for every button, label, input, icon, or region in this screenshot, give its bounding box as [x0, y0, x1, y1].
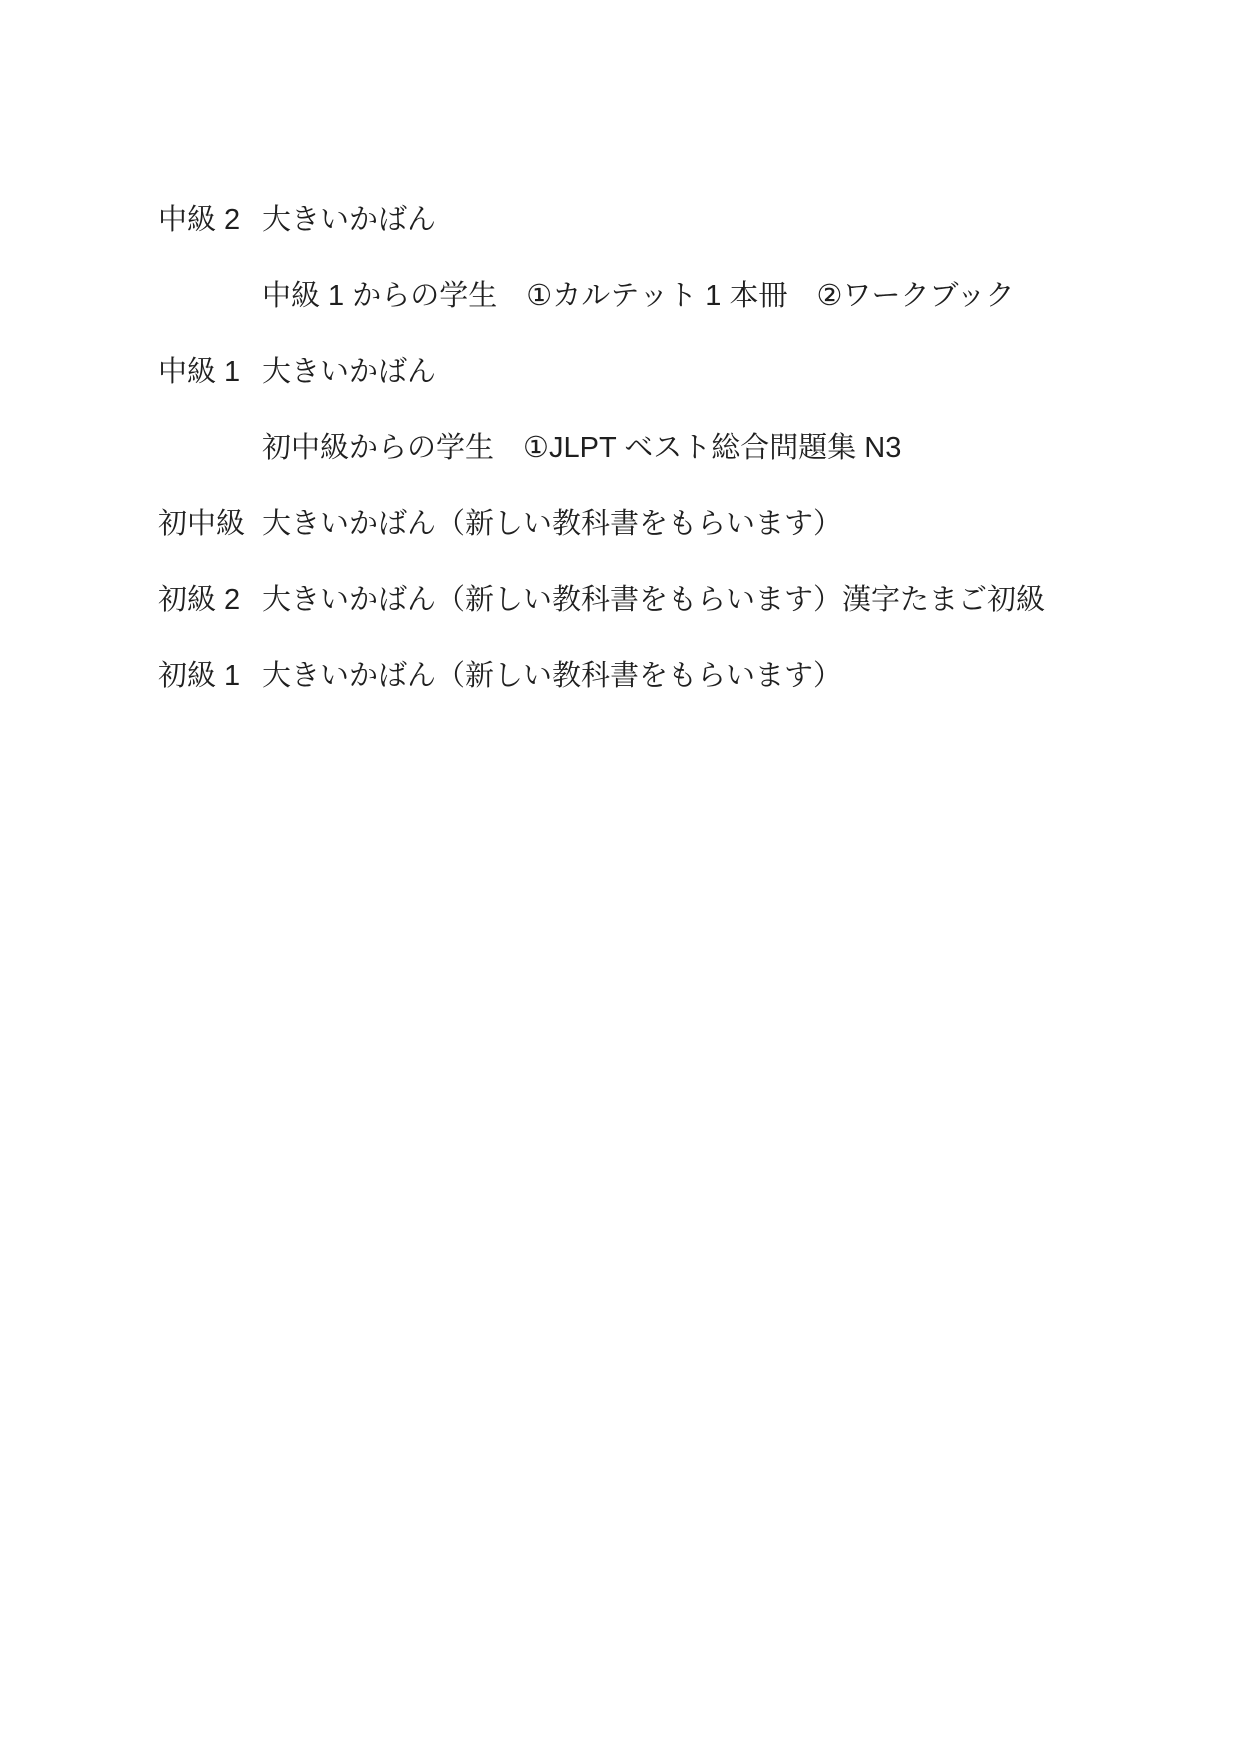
course-row-chukyu2-detail	[158, 258, 1201, 334]
course-level-label: 中級 1	[158, 356, 241, 388]
course-row-chukyu1	[158, 334, 1201, 410]
course-level-label: 中級 2	[158, 204, 241, 236]
course-level-label: 初中級	[158, 508, 246, 540]
course-row-chukyu2	[158, 182, 1201, 258]
course-materials-text: 中級 1 からの学生 ①カルテット 1 本冊 ②ワークブック	[262, 280, 1015, 312]
course-row-shokyu2	[158, 562, 1201, 638]
course-supply-list	[158, 182, 1201, 714]
course-level-label: 初級 1	[158, 660, 241, 692]
course-row-shochukyu	[158, 486, 1201, 562]
course-materials-text: 初中級からの学生 ①JLPT ベスト総合問題集 N3	[262, 432, 902, 464]
course-row-chukyu1-detail	[158, 410, 1201, 486]
course-materials-text: 大きいかばん（新しい教科書をもらいます）漢字たまご初級	[262, 584, 1046, 616]
course-materials-text: 大きいかばん	[262, 204, 437, 236]
course-level-label: 初級 2	[158, 584, 241, 616]
course-materials-text: 大きいかばん（新しい教科書をもらいます）	[262, 508, 843, 540]
course-materials-text: 大きいかばん（新しい教科書をもらいます）	[262, 660, 843, 692]
course-row-shokyu1	[158, 638, 1201, 714]
course-materials-text: 大きいかばん	[262, 356, 437, 388]
